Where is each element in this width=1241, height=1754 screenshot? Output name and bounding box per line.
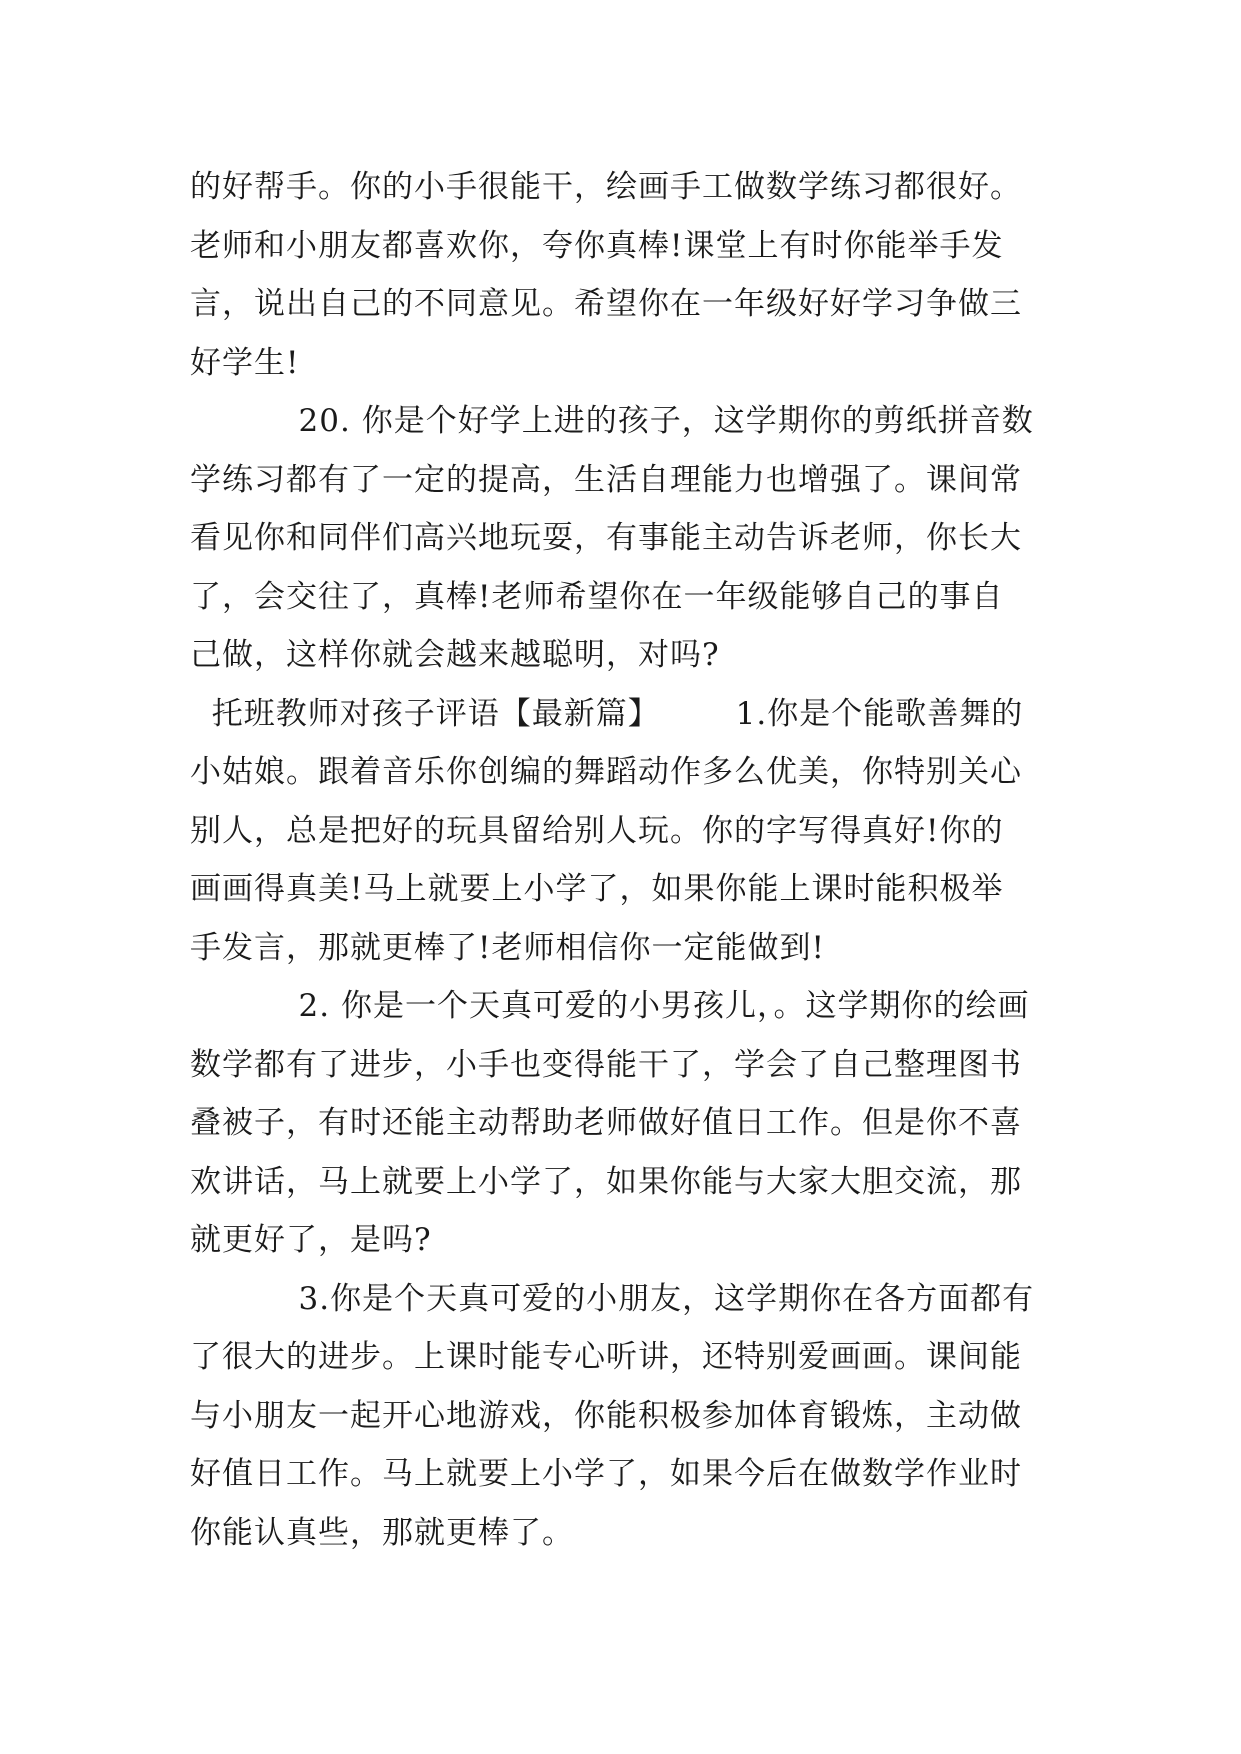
section-heading-line: 托班教师对孩子评语【最新篇】 1.你是个能歌善舞的 [190,695,1024,732]
text-line: 20. 你是个好学上进的孩子，这学期你的剪纸拼音数 [190,403,1034,439]
text-line: 手发言，那就更棒了!老师相信你一定能做到! [190,929,825,966]
text-line: 了，会交往了，真棒!老师希望你在一年级能够自己的事自 [190,578,1004,615]
text-line: 言，说出自己的不同意见。希望你在一年级好好学习争做三 [190,286,1022,322]
text-line: 与小朋友一起开心地游戏，你能积极参加体育锻炼，主动做 [190,1397,1022,1434]
text-line: 了很大的进步。上课时能专心听讲，还特别爱画画。课间能 [190,1339,1022,1375]
text-line: 己做，这样你就会越来越聪明，对吗? [190,637,720,673]
text-line: 就更好了，是吗? [190,1222,432,1258]
text-line: 好学生! [190,344,300,381]
text-line: 的好帮手。你的小手很能干，绘画手工做数学练习都很好。 [190,169,1022,205]
text-line: 2. 你是一个天真可爱的小男孩儿，。这学期你的绘画 [190,988,1030,1024]
text-line: 3.你是个天真可爱的小朋友，这学期你在各方面都有 [190,1280,1035,1317]
body-text [190,158,1060,1562]
text-line: 画画得真美!马上就要上小学了，如果你能上课时能积极举 [190,871,1004,907]
text-line: 你能认真些，那就更棒了。 [190,1514,574,1551]
text-line: 学练习都有了一定的提高，生活自理能力也增强了。课间常 [190,461,1022,498]
text-line: 叠被子，有时还能主动帮助老师做好值日工作。但是你不喜 [190,1105,1022,1141]
text-line: 数学都有了进步，小手也变得能干了，学会了自己整理图书 [190,1046,1022,1083]
text-line: 老师和小朋友都喜欢你，夸你真棒!课堂上有时你能举手发 [190,227,1004,264]
text-line: 小姑娘。跟着音乐你创编的舞蹈动作多么优美，你特别关心 [190,754,1022,790]
text-line: 看见你和同伴们高兴地玩耍，有事能主动告诉老师，你长大 [190,520,1022,556]
text-line: 别人，总是把好的玩具留给别人玩。你的字写得真好!你的 [190,812,1004,849]
text-line: 欢讲话，马上就要上小学了，如果你能与大家大胆交流，那 [190,1163,1022,1200]
text-line: 好值日工作。马上就要上小学了，如果今后在做数学作业时 [190,1456,1022,1492]
